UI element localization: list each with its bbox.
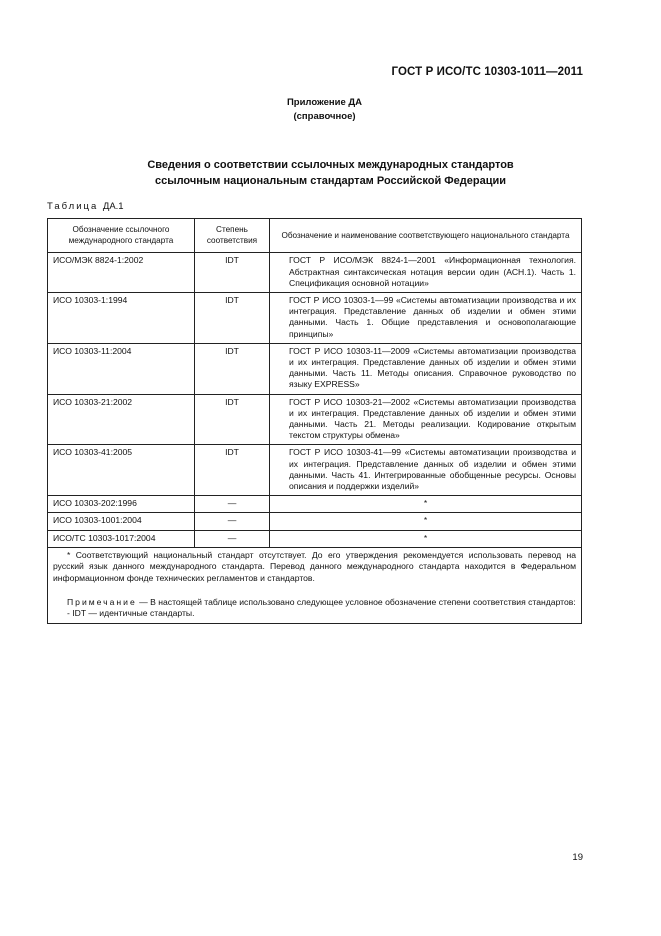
table-note xyxy=(53,597,576,609)
table-caption-number: ДА.1 xyxy=(102,201,124,212)
degree-of-conformity: — xyxy=(195,530,270,547)
degree-of-conformity: IDT xyxy=(195,394,270,445)
national-standard-text: ГОСТ Р ИСО 10303-41—99 «Системы автоматизации производства и их интеграция. Представление данных об изделии и обмен этими данными. Часть 41. Интегрированные обобщенные ресурсы. Основы описания и поддержки изделий» xyxy=(289,447,576,492)
degree-of-conformity: IDT xyxy=(195,343,270,394)
header-national-standard: Обозначение и наименование соответствующего национального стандарта xyxy=(270,219,582,253)
table-row xyxy=(48,394,582,445)
table-header-row xyxy=(48,219,582,253)
table-row xyxy=(48,293,582,344)
degree-of-conformity: — xyxy=(195,496,270,513)
table-row xyxy=(48,513,582,530)
degree-of-conformity: IDT xyxy=(195,253,270,293)
international-standard-code: ИСО 10303-21:2002 xyxy=(48,394,195,445)
national-standard-footnote-mark: * xyxy=(270,496,582,513)
correspondence-table xyxy=(47,218,582,624)
national-standard xyxy=(270,343,582,394)
international-standard-code: ИСО 10303-202:1996 xyxy=(48,496,195,513)
document-title-line-1: Сведения о соответствии ссылочных международных стандартов xyxy=(147,159,514,171)
table-caption-label: Таблица xyxy=(47,201,99,212)
table-row xyxy=(48,253,582,293)
appendix-title: Приложение ДА xyxy=(286,97,363,108)
national-standard xyxy=(270,394,582,445)
international-standard-code: ИСО 10303-11:2004 xyxy=(48,343,195,394)
table-note-label: Примечание xyxy=(67,596,137,607)
national-standard-footnote-mark: * xyxy=(270,513,582,530)
table-footnote: * Соответствующий национальный стандарт отсутствует. До его утверждения рекомендуется использовать перевод на русский язык данного международного стандарта. Перевод данного международного стандарта находится в Федеральном информационном фонде технических регламентов и стандартов. xyxy=(53,549,576,584)
national-standard-text: ГОСТ Р ИСО/МЭК 8824-1—2001 «Информационная технология. Абстрактная синтаксическая нотация версии один (АСН.1). Часть 1. Спецификация основной нотации» xyxy=(289,255,576,288)
national-standard-text: ГОСТ Р ИСО 10303-1—99 «Системы автоматизации производства и их интеграция. Представление данных об изделии и обмен этими данными. Часть 1. Общие представления и основополагающие принципы» xyxy=(289,295,576,339)
table-row xyxy=(48,445,582,496)
table-note-text: — В настоящей таблице использовано следующее условное обозначение степени соответствия стандартов: xyxy=(139,596,576,607)
appendix-heading xyxy=(0,96,661,124)
appendix-subtitle: (справочное) xyxy=(293,111,356,122)
document-code-header: ГОСТ Р ИСО/ТС 10303-1011—2011 xyxy=(391,66,583,78)
international-standard-code: ИСО/МЭК 8824-1:2002 xyxy=(48,253,195,293)
table-caption xyxy=(47,201,124,212)
national-standard xyxy=(270,293,582,344)
table-footer xyxy=(48,547,582,623)
document-title-line-2: ссылочным национальным стандартам Российской Федерации xyxy=(154,175,507,187)
degree-of-conformity: IDT xyxy=(195,445,270,496)
national-standard xyxy=(270,253,582,293)
table-row xyxy=(48,343,582,394)
table-row xyxy=(48,530,582,547)
national-standard-footnote-mark: * xyxy=(270,530,582,547)
document-title xyxy=(0,157,661,189)
table-note-legend: - IDT — идентичные стандарты. xyxy=(67,608,195,619)
national-standard-text: ГОСТ Р ИСО 10303-21—2002 «Системы автоматизации производства и их интеграция. Представление данных об изделии и обмен этими данными. Часть 21. Методы реализации. Кодирование открытым текстом структуры обмена» xyxy=(289,396,576,441)
international-standard-code: ИСО 10303-1001:2004 xyxy=(48,513,195,530)
table-footer-row xyxy=(48,547,582,623)
international-standard-code: ИСО/ТС 10303-1017:2004 xyxy=(48,530,195,547)
header-degree-of-conformity: Степень соответствия xyxy=(195,219,270,253)
international-standard-code: ИСО 10303-1:1994 xyxy=(48,293,195,344)
international-standard-code: ИСО 10303-41:2005 xyxy=(48,445,195,496)
header-international-standard: Обозначение ссылочного международного стандарта xyxy=(48,219,195,253)
degree-of-conformity: IDT xyxy=(195,293,270,344)
national-standard xyxy=(270,445,582,496)
page-number: 19 xyxy=(572,852,583,863)
table-row xyxy=(48,496,582,513)
national-standard-text: ГОСТ Р ИСО 10303-11—2009 «Системы автоматизации производства и их интеграция. Представление данных об изделии и обмен этими данными. Часть 11. Методы описания. Справочное руководство по языку EXPRESS» xyxy=(289,345,576,390)
degree-of-conformity: — xyxy=(195,513,270,530)
